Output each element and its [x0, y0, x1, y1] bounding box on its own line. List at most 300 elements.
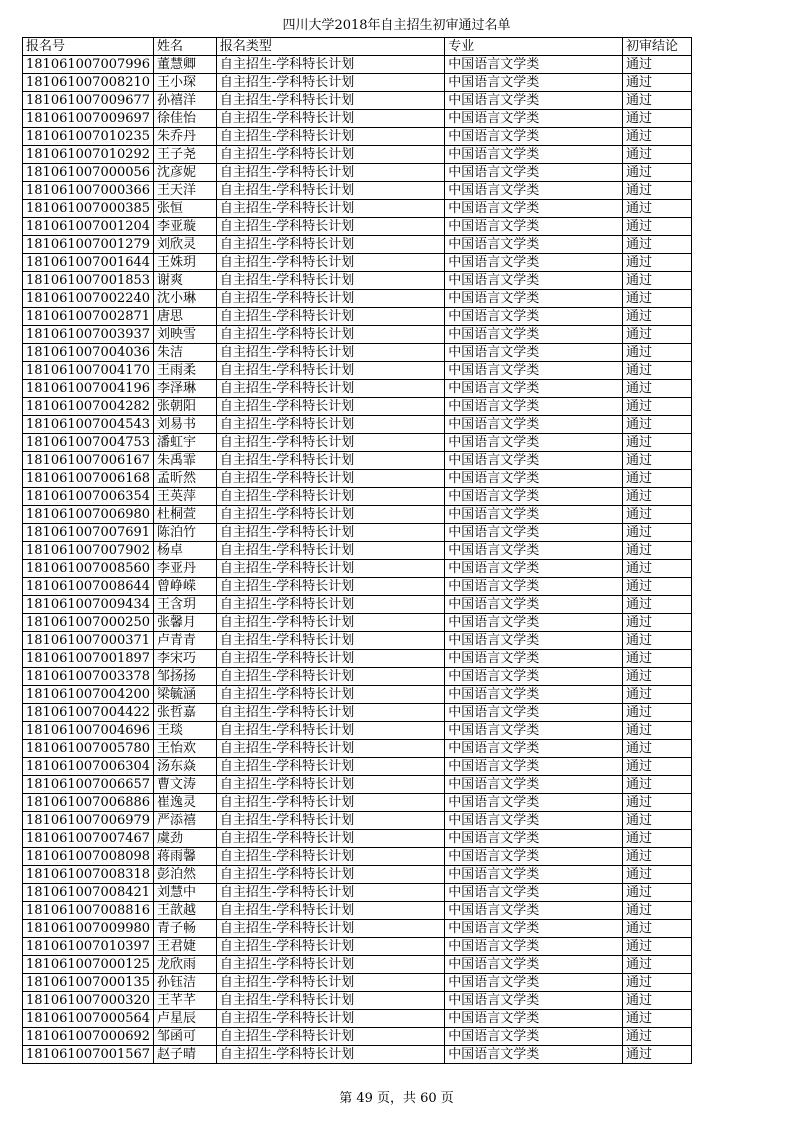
major-cell: 中国语言文学类 — [445, 362, 623, 380]
review-result-cell: 通过 — [622, 1028, 691, 1046]
review-result-cell: 通过 — [622, 362, 691, 380]
review-result-cell: 通过 — [622, 794, 691, 812]
review-result-cell: 通过 — [622, 542, 691, 560]
name-cell: 沈小琳 — [153, 290, 216, 308]
table-row — [23, 758, 692, 776]
major-cell: 中国语言文学类 — [445, 218, 623, 236]
review-result-cell: 通过 — [622, 74, 691, 92]
registration-no-cell: 181061007000250 — [23, 614, 154, 632]
application-type-cell: 自主招生-学科特长计划 — [216, 506, 444, 524]
review-result-cell: 通过 — [622, 110, 691, 128]
registration-no-cell: 181061007004196 — [23, 380, 154, 398]
name-cell: 董慧卿 — [153, 56, 216, 74]
major-cell: 中国语言文学类 — [445, 848, 623, 866]
application-type-cell: 自主招生-学科特长计划 — [216, 452, 444, 470]
table-row — [23, 92, 692, 110]
major-cell: 中国语言文学类 — [445, 74, 623, 92]
review-result-cell: 通过 — [622, 830, 691, 848]
review-result-cell: 通过 — [622, 200, 691, 218]
review-result-cell: 通过 — [622, 236, 691, 254]
application-type-cell: 自主招生-学科特长计划 — [216, 812, 444, 830]
table-row — [23, 830, 692, 848]
review-result-cell: 通过 — [622, 272, 691, 290]
registration-no-cell: 181061007006168 — [23, 470, 154, 488]
registration-no-cell: 181061007000385 — [23, 200, 154, 218]
table-row — [23, 398, 692, 416]
table-row — [23, 848, 692, 866]
major-cell: 中国语言文学类 — [445, 542, 623, 560]
name-cell: 邹扬扬 — [153, 668, 216, 686]
registration-no-cell: 181061007005780 — [23, 740, 154, 758]
review-result-cell: 通过 — [622, 290, 691, 308]
name-cell: 沈彦妮 — [153, 164, 216, 182]
review-result-cell: 通过 — [622, 182, 691, 200]
major-cell: 中国语言文学类 — [445, 884, 623, 902]
page-title: 四川大学2018年自主招生初审通过名单 — [282, 18, 511, 33]
application-type-cell: 自主招生-学科特长计划 — [216, 884, 444, 902]
major-cell: 中国语言文学类 — [445, 398, 623, 416]
registration-no-cell: 181061007002240 — [23, 290, 154, 308]
application-type-cell: 自主招生-学科特长计划 — [216, 974, 444, 992]
review-result-cell: 通过 — [622, 866, 691, 884]
application-type-cell: 自主招生-学科特长计划 — [216, 578, 444, 596]
review-result-cell: 通过 — [622, 686, 691, 704]
registration-no-cell: 181061007004200 — [23, 686, 154, 704]
review-result-cell: 通过 — [622, 470, 691, 488]
header-registration-no: 报名号 — [23, 38, 154, 56]
table-row — [23, 290, 692, 308]
table-row — [23, 164, 692, 182]
major-cell: 中国语言文学类 — [445, 290, 623, 308]
name-cell: 杨卓 — [153, 542, 216, 560]
review-result-cell: 通过 — [622, 596, 691, 614]
registration-no-cell: 181061007000564 — [23, 1010, 154, 1028]
major-cell: 中国语言文学类 — [445, 164, 623, 182]
application-type-cell: 自主招生-学科特长计划 — [216, 488, 444, 506]
application-type-cell: 自主招生-学科特长计划 — [216, 992, 444, 1010]
registration-no-cell: 181061007007691 — [23, 524, 154, 542]
review-result-cell: 通过 — [622, 848, 691, 866]
registration-no-cell: 181061007008421 — [23, 884, 154, 902]
table-row — [23, 740, 692, 758]
application-type-cell: 自主招生-学科特长计划 — [216, 524, 444, 542]
name-cell: 唐思 — [153, 308, 216, 326]
major-cell: 中国语言文学类 — [445, 272, 623, 290]
application-type-cell: 自主招生-学科特长计划 — [216, 326, 444, 344]
table-row — [23, 506, 692, 524]
major-cell: 中国语言文学类 — [445, 812, 623, 830]
registration-no-cell: 181061007004543 — [23, 416, 154, 434]
application-type-cell: 自主招生-学科特长计划 — [216, 956, 444, 974]
name-cell: 梁毓涵 — [153, 686, 216, 704]
name-cell: 李泽琳 — [153, 380, 216, 398]
registration-no-cell: 181061007000056 — [23, 164, 154, 182]
name-cell: 刘易书 — [153, 416, 216, 434]
major-cell: 中国语言文学类 — [445, 614, 623, 632]
review-result-cell: 通过 — [622, 578, 691, 596]
table-row — [23, 650, 692, 668]
review-result-cell: 通过 — [622, 992, 691, 1010]
table-row — [23, 704, 692, 722]
application-type-cell: 自主招生-学科特长计划 — [216, 938, 444, 956]
application-type-cell: 自主招生-学科特长计划 — [216, 236, 444, 254]
registration-no-cell: 181061007004170 — [23, 362, 154, 380]
review-result-cell: 通过 — [622, 632, 691, 650]
table-row — [23, 668, 692, 686]
registration-no-cell: 181061007000135 — [23, 974, 154, 992]
name-cell: 王君婕 — [153, 938, 216, 956]
name-cell: 陈泊竹 — [153, 524, 216, 542]
name-cell: 张馨月 — [153, 614, 216, 632]
major-cell: 中国语言文学类 — [445, 434, 623, 452]
application-type-cell: 自主招生-学科特长计划 — [216, 56, 444, 74]
review-result-cell: 通过 — [622, 902, 691, 920]
application-type-cell: 自主招生-学科特长计划 — [216, 470, 444, 488]
application-type-cell: 自主招生-学科特长计划 — [216, 722, 444, 740]
registration-no-cell: 181061007006354 — [23, 488, 154, 506]
major-cell: 中国语言文学类 — [445, 560, 623, 578]
major-cell: 中国语言文学类 — [445, 128, 623, 146]
table-header-row — [23, 38, 692, 56]
application-type-cell: 自主招生-学科特长计划 — [216, 704, 444, 722]
table-row — [23, 1028, 692, 1046]
application-type-cell: 自主招生-学科特长计划 — [216, 596, 444, 614]
major-cell: 中国语言文学类 — [445, 254, 623, 272]
table-row — [23, 128, 692, 146]
review-result-cell: 通过 — [622, 776, 691, 794]
admission-list-table — [22, 37, 692, 1064]
table-row — [23, 776, 692, 794]
table-row — [23, 722, 692, 740]
registration-no-cell: 181061007006979 — [23, 812, 154, 830]
registration-no-cell: 181061007000320 — [23, 992, 154, 1010]
review-result-cell: 通过 — [622, 128, 691, 146]
major-cell: 中国语言文学类 — [445, 1010, 623, 1028]
name-cell: 王怡欢 — [153, 740, 216, 758]
major-cell: 中国语言文学类 — [445, 470, 623, 488]
application-type-cell: 自主招生-学科特长计划 — [216, 1046, 444, 1064]
name-cell: 朱禹霏 — [153, 452, 216, 470]
registration-no-cell: 181061007008816 — [23, 902, 154, 920]
major-cell: 中国语言文学类 — [445, 992, 623, 1010]
registration-no-cell: 181061007001897 — [23, 650, 154, 668]
table-row — [23, 542, 692, 560]
name-cell: 崔逸灵 — [153, 794, 216, 812]
major-cell: 中国语言文学类 — [445, 308, 623, 326]
registration-no-cell: 181061007000371 — [23, 632, 154, 650]
table-row — [23, 686, 692, 704]
registration-no-cell: 181061007008098 — [23, 848, 154, 866]
registration-no-cell: 181061007000366 — [23, 182, 154, 200]
review-result-cell: 通过 — [622, 650, 691, 668]
review-result-cell: 通过 — [622, 956, 691, 974]
review-result-cell: 通过 — [622, 920, 691, 938]
name-cell: 青子畅 — [153, 920, 216, 938]
header-major: 专业 — [445, 38, 623, 56]
review-result-cell: 通过 — [622, 416, 691, 434]
name-cell: 严添禧 — [153, 812, 216, 830]
application-type-cell: 自主招生-学科特长计划 — [216, 614, 444, 632]
registration-no-cell: 181061007000692 — [23, 1028, 154, 1046]
registration-no-cell: 181061007003937 — [23, 326, 154, 344]
table-row — [23, 146, 692, 164]
table-row — [23, 578, 692, 596]
table-row — [23, 470, 692, 488]
name-cell: 赵子晴 — [153, 1046, 216, 1064]
application-type-cell: 自主招生-学科特长计划 — [216, 542, 444, 560]
table-row — [23, 614, 692, 632]
name-cell: 王琰 — [153, 722, 216, 740]
name-cell: 王子尧 — [153, 146, 216, 164]
major-cell: 中国语言文学类 — [445, 668, 623, 686]
application-type-cell: 自主招生-学科特长计划 — [216, 668, 444, 686]
name-cell: 潘虹宇 — [153, 434, 216, 452]
application-type-cell: 自主招生-学科特长计划 — [216, 1028, 444, 1046]
application-type-cell: 自主招生-学科特长计划 — [216, 632, 444, 650]
name-cell: 杜桐萱 — [153, 506, 216, 524]
name-cell: 朱洁 — [153, 344, 216, 362]
table-row — [23, 56, 692, 74]
application-type-cell: 自主招生-学科特长计划 — [216, 866, 444, 884]
major-cell: 中国语言文学类 — [445, 416, 623, 434]
application-type-cell: 自主招生-学科特长计划 — [216, 308, 444, 326]
application-type-cell: 自主招生-学科特长计划 — [216, 920, 444, 938]
application-type-cell: 自主招生-学科特长计划 — [216, 344, 444, 362]
table-row — [23, 380, 692, 398]
review-result-cell: 通过 — [622, 524, 691, 542]
major-cell: 中国语言文学类 — [445, 92, 623, 110]
table-row — [23, 254, 692, 272]
review-result-cell: 通过 — [622, 344, 691, 362]
name-cell: 刘慧中 — [153, 884, 216, 902]
application-type-cell: 自主招生-学科特长计划 — [216, 92, 444, 110]
table-row — [23, 560, 692, 578]
name-cell: 卢青青 — [153, 632, 216, 650]
major-cell: 中国语言文学类 — [445, 380, 623, 398]
application-type-cell: 自主招生-学科特长计划 — [216, 74, 444, 92]
registration-no-cell: 181061007001204 — [23, 218, 154, 236]
review-result-cell: 通过 — [622, 380, 691, 398]
table-row — [23, 794, 692, 812]
review-result-cell: 通过 — [622, 488, 691, 506]
application-type-cell: 自主招生-学科特长计划 — [216, 416, 444, 434]
name-cell: 王天洋 — [153, 182, 216, 200]
name-cell: 龙欣雨 — [153, 956, 216, 974]
name-cell: 邹函可 — [153, 1028, 216, 1046]
name-cell: 刘映雪 — [153, 326, 216, 344]
registration-no-cell: 181061007006980 — [23, 506, 154, 524]
registration-no-cell: 181061007009434 — [23, 596, 154, 614]
major-cell: 中国语言文学类 — [445, 524, 623, 542]
registration-no-cell: 181061007008560 — [23, 560, 154, 578]
major-cell: 中国语言文学类 — [445, 110, 623, 128]
review-result-cell: 通过 — [622, 740, 691, 758]
major-cell: 中国语言文学类 — [445, 146, 623, 164]
registration-no-cell: 181061007001279 — [23, 236, 154, 254]
name-cell: 曾峥嵘 — [153, 578, 216, 596]
name-cell: 王芊芊 — [153, 992, 216, 1010]
application-type-cell: 自主招生-学科特长计划 — [216, 218, 444, 236]
review-result-cell: 通过 — [622, 218, 691, 236]
review-result-cell: 通过 — [622, 146, 691, 164]
major-cell: 中国语言文学类 — [445, 200, 623, 218]
registration-no-cell: 181061007010235 — [23, 128, 154, 146]
name-cell: 孙钰洁 — [153, 974, 216, 992]
application-type-cell: 自主招生-学科特长计划 — [216, 686, 444, 704]
table-row — [23, 110, 692, 128]
application-type-cell: 自主招生-学科特长计划 — [216, 776, 444, 794]
registration-no-cell: 181061007003378 — [23, 668, 154, 686]
registration-no-cell: 181061007004753 — [23, 434, 154, 452]
major-cell: 中国语言文学类 — [445, 488, 623, 506]
name-cell: 孙禧洋 — [153, 92, 216, 110]
table-row — [23, 308, 692, 326]
application-type-cell: 自主招生-学科特长计划 — [216, 272, 444, 290]
application-type-cell: 自主招生-学科特长计划 — [216, 146, 444, 164]
review-result-cell: 通过 — [622, 506, 691, 524]
table-row — [23, 200, 692, 218]
major-cell: 中国语言文学类 — [445, 326, 623, 344]
registration-no-cell: 181061007009980 — [23, 920, 154, 938]
application-type-cell: 自主招生-学科特长计划 — [216, 254, 444, 272]
table-row — [23, 902, 692, 920]
name-cell: 朱乔丹 — [153, 128, 216, 146]
table-row — [23, 236, 692, 254]
major-cell: 中国语言文学类 — [445, 830, 623, 848]
application-type-cell: 自主招生-学科特长计划 — [216, 902, 444, 920]
review-result-cell: 通过 — [622, 398, 691, 416]
application-type-cell: 自主招生-学科特长计划 — [216, 758, 444, 776]
major-cell: 中国语言文学类 — [445, 722, 623, 740]
table-row — [23, 920, 692, 938]
review-result-cell: 通过 — [622, 56, 691, 74]
major-cell: 中国语言文学类 — [445, 632, 623, 650]
name-cell: 孟昕然 — [153, 470, 216, 488]
major-cell: 中国语言文学类 — [445, 344, 623, 362]
review-result-cell: 通过 — [622, 452, 691, 470]
header-application-type: 报名类型 — [216, 38, 444, 56]
major-cell: 中国语言文学类 — [445, 704, 623, 722]
review-result-cell: 通过 — [622, 758, 691, 776]
review-result-cell: 通过 — [622, 884, 691, 902]
registration-no-cell: 181061007010292 — [23, 146, 154, 164]
table-row — [23, 434, 692, 452]
major-cell: 中国语言文学类 — [445, 56, 623, 74]
name-cell: 王歆越 — [153, 902, 216, 920]
registration-no-cell: 181061007006886 — [23, 794, 154, 812]
review-result-cell: 通过 — [622, 614, 691, 632]
registration-no-cell: 181061007002871 — [23, 308, 154, 326]
registration-no-cell: 181061007001644 — [23, 254, 154, 272]
major-cell: 中国语言文学类 — [445, 650, 623, 668]
table-row — [23, 74, 692, 92]
table-row — [23, 362, 692, 380]
application-type-cell: 自主招生-学科特长计划 — [216, 290, 444, 308]
registration-no-cell: 181061007001567 — [23, 1046, 154, 1064]
table-row — [23, 488, 692, 506]
table-row — [23, 326, 692, 344]
table-row — [23, 974, 692, 992]
review-result-cell: 通过 — [622, 1046, 691, 1064]
major-cell: 中国语言文学类 — [445, 902, 623, 920]
major-cell: 中国语言文学类 — [445, 182, 623, 200]
application-type-cell: 自主招生-学科特长计划 — [216, 560, 444, 578]
application-type-cell: 自主招生-学科特长计划 — [216, 128, 444, 146]
application-type-cell: 自主招生-学科特长计划 — [216, 164, 444, 182]
registration-no-cell: 181061007004036 — [23, 344, 154, 362]
review-result-cell: 通过 — [622, 560, 691, 578]
review-result-cell: 通过 — [622, 92, 691, 110]
name-cell: 虞劲 — [153, 830, 216, 848]
name-cell: 王含玥 — [153, 596, 216, 614]
application-type-cell: 自主招生-学科特长计划 — [216, 650, 444, 668]
registration-no-cell: 181061007009677 — [23, 92, 154, 110]
major-cell: 中国语言文学类 — [445, 1046, 623, 1064]
application-type-cell: 自主招生-学科特长计划 — [216, 848, 444, 866]
registration-no-cell: 181061007001853 — [23, 272, 154, 290]
table-row — [23, 344, 692, 362]
review-result-cell: 通过 — [622, 974, 691, 992]
major-cell: 中国语言文学类 — [445, 866, 623, 884]
application-type-cell: 自主招生-学科特长计划 — [216, 200, 444, 218]
name-cell: 王英萍 — [153, 488, 216, 506]
table-row — [23, 992, 692, 1010]
major-cell: 中国语言文学类 — [445, 452, 623, 470]
registration-no-cell: 181061007004422 — [23, 704, 154, 722]
table-row — [23, 272, 692, 290]
registration-no-cell: 181061007008644 — [23, 578, 154, 596]
review-result-cell: 通过 — [622, 938, 691, 956]
major-cell: 中国语言文学类 — [445, 758, 623, 776]
registration-no-cell: 181061007004282 — [23, 398, 154, 416]
name-cell: 谢爽 — [153, 272, 216, 290]
application-type-cell: 自主招生-学科特长计划 — [216, 362, 444, 380]
major-cell: 中国语言文学类 — [445, 686, 623, 704]
name-cell: 卢星辰 — [153, 1010, 216, 1028]
review-result-cell: 通过 — [622, 326, 691, 344]
registration-no-cell: 181061007010397 — [23, 938, 154, 956]
registration-no-cell: 181061007007996 — [23, 56, 154, 74]
major-cell: 中国语言文学类 — [445, 236, 623, 254]
table-row — [23, 182, 692, 200]
registration-no-cell: 181061007006167 — [23, 452, 154, 470]
review-result-cell: 通过 — [622, 1010, 691, 1028]
table-row — [23, 812, 692, 830]
registration-no-cell: 181061007000125 — [23, 956, 154, 974]
name-cell: 曹文涛 — [153, 776, 216, 794]
major-cell: 中国语言文学类 — [445, 938, 623, 956]
application-type-cell: 自主招生-学科特长计划 — [216, 1010, 444, 1028]
table-row — [23, 884, 692, 902]
name-cell: 张朝阳 — [153, 398, 216, 416]
registration-no-cell: 181061007006657 — [23, 776, 154, 794]
name-cell: 徐佳怡 — [153, 110, 216, 128]
application-type-cell: 自主招生-学科特长计划 — [216, 740, 444, 758]
table-row — [23, 452, 692, 470]
table-row — [23, 1046, 692, 1064]
name-cell: 汤东焱 — [153, 758, 216, 776]
table-row — [23, 1010, 692, 1028]
registration-no-cell: 181061007007902 — [23, 542, 154, 560]
major-cell: 中国语言文学类 — [445, 776, 623, 794]
application-type-cell: 自主招生-学科特长计划 — [216, 182, 444, 200]
name-cell: 彭泊然 — [153, 866, 216, 884]
registration-no-cell: 181061007008318 — [23, 866, 154, 884]
table-row — [23, 524, 692, 542]
review-result-cell: 通过 — [622, 668, 691, 686]
page-number: 第 49 页，共 60 页 — [339, 1091, 454, 1106]
table-row — [23, 596, 692, 614]
